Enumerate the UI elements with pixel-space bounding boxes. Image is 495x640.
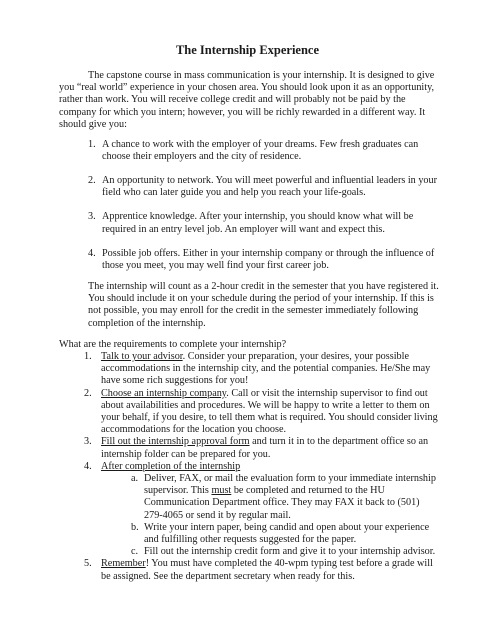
intro-paragraph: The capstone course in mass communication is your internship. It is designed to give you “real world” experience in your chosen area. You should look upon it as an opportunity, rather than work. You will receive college credit and will probably not be paid by the company for which you intern; however, you will be richly rewarded in a different way. It should give you: bbox=[59, 70, 435, 130]
requirement-text: You must have completed the 40-wpm typing test before a grade will be assigned. See the department secretary when ready for this. bbox=[101, 558, 433, 582]
sub-item-text-after: be completed and returned to the HU Communication Department office. They may FAX it back to (501) 279-4065 or send it by regular mail. bbox=[144, 485, 420, 521]
requirement-text: Consider your preparation, your desires, your possible accommodations in the internship city, and the potential companies. He/She may have some rich suggestions for you! bbox=[101, 351, 431, 387]
benefit-item bbox=[88, 139, 440, 163]
benefit-text: An opportunity to network. You will meet powerful and influential leaders in your field who can later guide you and help you reach your life-goals. bbox=[102, 175, 437, 199]
requirement-item bbox=[84, 351, 440, 388]
benefit-item bbox=[88, 175, 440, 199]
requirement-heading: Choose an internship company bbox=[101, 387, 227, 399]
requirement-number: 5. bbox=[84, 558, 92, 570]
sub-item-text: Deliver, FAX, or mail the evaluation form to your immediate internship supervisor. This bbox=[144, 473, 436, 497]
sub-item-letter: b. bbox=[131, 521, 139, 533]
document-title: The Internship Experience bbox=[175, 43, 320, 57]
requirement-item bbox=[84, 461, 440, 559]
requirement-number: 1. bbox=[84, 351, 92, 362]
requirements-list bbox=[84, 351, 440, 583]
requirement-item bbox=[84, 436, 440, 460]
sub-item-text: Fill out the internship credit form and give it to your internship advisor. bbox=[144, 546, 436, 558]
benefit-text: Possible job offers. Either in your internship company or through the influence of those you meet, you may well find your first career job. bbox=[102, 247, 435, 271]
sub-item-letter: c. bbox=[131, 546, 139, 558]
sub-item-emphasis: must bbox=[211, 485, 232, 497]
benefit-text: Apprentice knowledge. After your internship, you should know what will be required in an entry level job. An employer will want and expect this. bbox=[102, 211, 414, 235]
requirement-number: 2. bbox=[84, 387, 92, 399]
requirement-heading: Fill out the internship approval form bbox=[101, 436, 250, 448]
benefit-item bbox=[88, 248, 440, 272]
requirement-punct: . bbox=[226, 387, 229, 399]
benefit-number: 3. bbox=[88, 211, 96, 223]
benefit-text: A chance to work with the employer of your dreams. Few fresh graduates can choose their employers and the city of residence. bbox=[102, 139, 419, 163]
credit-paragraph: The internship will count as a 2-hour credit in the semester that you have registered it. You should include it on your schedule during the period of your internship. If this is not possible, you may enroll for the credit in the semester immediately following completion of the internship. bbox=[88, 281, 439, 329]
benefit-item bbox=[88, 211, 440, 235]
benefit-number: 2. bbox=[88, 175, 96, 187]
requirement-number: 3. bbox=[84, 436, 92, 448]
requirements-question: What are the requirements to complete your internship? bbox=[59, 339, 287, 350]
benefit-number: 4. bbox=[88, 247, 96, 259]
requirement-heading: Remember bbox=[101, 558, 146, 570]
benefits-list bbox=[88, 139, 440, 284]
completion-steps-list bbox=[101, 473, 440, 558]
sub-item bbox=[101, 546, 440, 558]
requirement-punct: ! bbox=[145, 558, 150, 570]
requirement-item bbox=[84, 558, 440, 582]
sub-item-text: Write your intern paper, being candid and open about your experience and fulfilling other requests suggested for the paper. bbox=[144, 521, 430, 546]
requirement-punct: . bbox=[182, 351, 186, 362]
requirement-text: Call or visit the internship supervisor to find out about availabilities and procedures. We will be happy to write a letter to them on your behalf, if you desire, to tell them what is required. You should consider living accommodations for the location you choose. bbox=[101, 387, 438, 436]
sub-item-letter: a. bbox=[131, 473, 139, 485]
sub-item bbox=[101, 522, 440, 546]
requirement-text: and turn it in to the department office so an internship folder can be prepared for you. bbox=[101, 436, 429, 460]
benefit-number: 1. bbox=[88, 139, 96, 150]
requirement-heading: After completion of the internship bbox=[101, 460, 241, 472]
requirement-number: 4. bbox=[84, 460, 92, 472]
requirement-heading: Talk to your advisor bbox=[101, 351, 183, 362]
sub-item bbox=[101, 473, 440, 522]
requirement-item bbox=[84, 388, 440, 437]
